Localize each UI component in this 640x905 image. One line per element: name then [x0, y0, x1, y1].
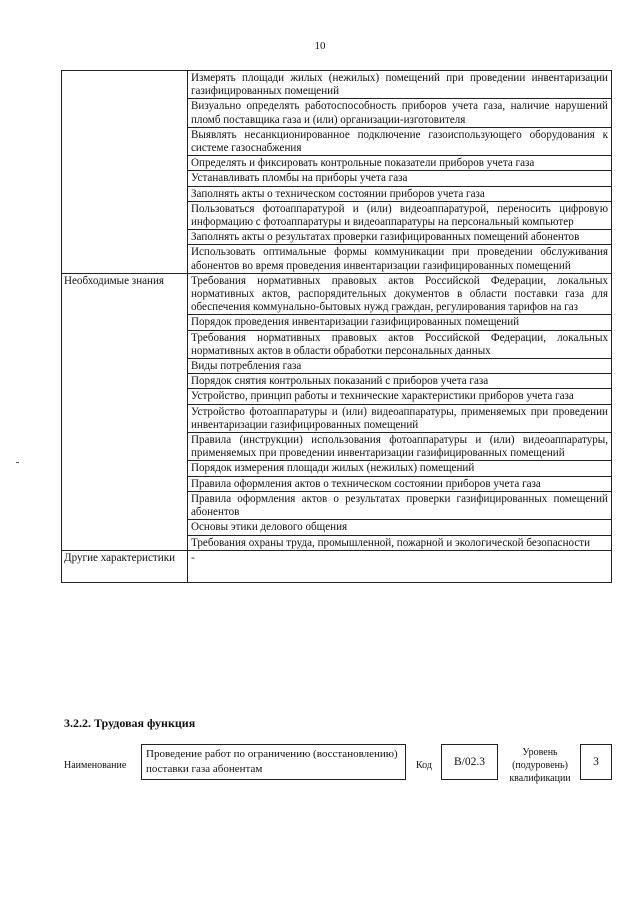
- skill-item: Визуально определять работоспособность приборов учета газа, наличие нарушений пломб поставщика газа и (или) организации-изготовителя: [188, 98, 611, 126]
- level-label: Уровень (подуровень) квалификации: [509, 747, 571, 784]
- row-content: [188, 550, 612, 582]
- knowledge-item: Правила (инструкции) использования фотоаппаратуры и (или) видеоаппаратуры, применяемых при проведении инвентаризации газифицированных помещений: [188, 432, 611, 460]
- function-code-box: B/02.3: [441, 744, 498, 780]
- row-label: Другие характеристики: [62, 550, 188, 582]
- name-label: Наименование: [64, 760, 127, 771]
- table-row: [62, 550, 612, 582]
- knowledge-item: Требования охраны труда, промышленной, пожарной и экологической безопасности: [188, 535, 611, 550]
- page-number: 10: [314, 40, 326, 52]
- knowledge-item: Порядок снятия контрольных показаний с приборов учета газа: [188, 373, 611, 388]
- skill-item: Использовать оптимальные формы коммуникации при проведении обслуживания абонентов во время проведения инвентаризации газифицированных помещений: [188, 244, 611, 272]
- knowledge-item: Основы этики делового общения: [188, 519, 611, 534]
- row-label: [62, 71, 188, 274]
- row-label: Необходимые знания: [62, 273, 188, 550]
- requirements-table: [61, 70, 612, 583]
- skill-item: Измерять площади жилых (нежилых) помещений при проведении инвентаризации газифицированных помещений: [191, 72, 608, 98]
- knowledge-item: Порядок измерения площади жилых (нежилых) помещений: [188, 460, 611, 475]
- row-content: [188, 273, 612, 550]
- row-content: [188, 71, 612, 274]
- skill-item: Устанавливать пломбы на приборы учета газа: [188, 170, 611, 185]
- qualification-level-box: 3: [580, 744, 612, 780]
- code-label: Код: [416, 760, 432, 771]
- labor-function-header: [0, 744, 640, 814]
- knowledge-item: Порядок проведения инвентаризации газифицированных помещений: [188, 314, 611, 329]
- knowledge-item: Виды потребления газа: [188, 358, 611, 373]
- table-row: [62, 273, 612, 550]
- skill-item: Определять и фиксировать контрольные показатели приборов учета газа: [188, 155, 611, 170]
- table-row: [62, 71, 612, 274]
- knowledge-item: Требования нормативных правовых актов Российской Федерации, локальных нормативных актов, распорядительных документов в области поставки газа для обеспечения коммунально-бытовых нужд граждан, регулирования тарифов на газ: [191, 274, 608, 314]
- knowledge-item: Устройство, принцип работы и технические характеристики приборов учета газа: [188, 388, 611, 403]
- skill-item: Выявлять несанкционированное подключение газоиспользующего оборудования к системе газоснабжения: [188, 127, 611, 155]
- skill-item: Заполнять акты о техническом состоянии приборов учета газа: [188, 186, 611, 201]
- section-title: 3.2.2. Трудовая функция: [64, 716, 196, 730]
- skill-item: Пользоваться фотоаппаратурой и (или) видеоаппаратурой, переносить цифровую информацию с фотоаппаратуры и видеоаппаратуры на персональный компьютер: [188, 201, 611, 229]
- knowledge-item: Требования нормативных правовых актов Российской Федерации, локальных нормативных актов в области обработки персональных данных: [188, 330, 611, 358]
- skill-item: Заполнять акты о результатах проверки газифицированных помещений абонентов: [188, 229, 611, 244]
- margin-mark: [16, 462, 19, 463]
- knowledge-item: Правила оформления актов о техническом состоянии приборов учета газа: [188, 476, 611, 491]
- other-item: -: [191, 551, 195, 564]
- function-name-box: Проведение работ по ограничению (восстановлению) поставки газа абонентам: [141, 744, 406, 780]
- knowledge-item: Устройство фотоаппаратуры и (или) видеоаппаратуры, применяемых при проведении инвентаризации газифицированных помещений: [188, 404, 611, 432]
- knowledge-item: Правила оформления актов о результатах проверки газифицированных помещений абонентов: [188, 491, 611, 519]
